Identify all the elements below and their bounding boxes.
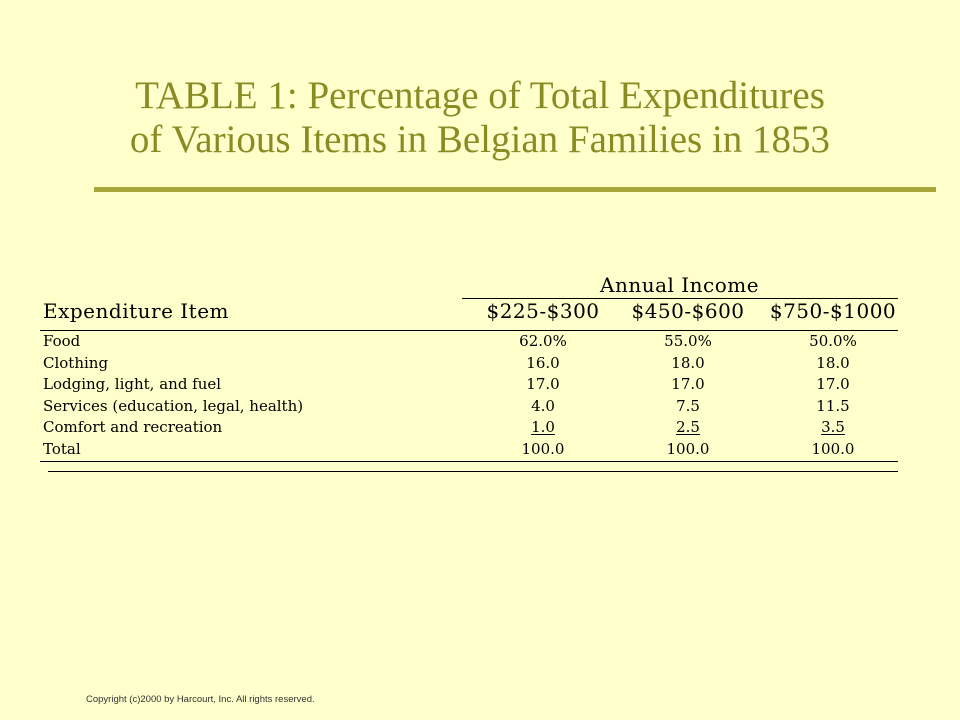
row-label: Total [43,439,81,458]
table-bottom-rule [40,461,898,462]
row-label: Services (education, legal, health) [43,396,304,415]
cell-value: 100.0 [521,439,565,458]
slide-title-line-1: TABLE 1: Percentage of Total Expenditures [135,74,825,117]
table-row-lodging [40,374,900,396]
cell-value: 18.0 [671,353,705,372]
table-row-comfort [40,417,900,439]
cell-value: 11.5 [816,396,850,415]
cell-value: 16.0 [526,353,560,372]
cell-value: 62.0% [519,332,567,350]
expenditure-item-header: Expenditure Item [43,299,230,323]
slide-title [0,74,960,162]
cell-value: 100.0 [666,439,710,458]
table-body [40,331,900,460]
column-header-income-1: $225-$300 [486,299,600,323]
copyright-notice: Copyright (c)2000 by Harcourt, Inc. All rights reserved. [86,694,315,705]
cell-value [773,417,893,439]
cell-value [628,417,748,439]
table-row-total [40,439,900,461]
cell-value: 4.0 [531,396,555,415]
annual-income-header: Annual Income [600,273,760,297]
cell-value: 7.5 [676,396,700,415]
row-label: Lodging, light, and fuel [43,375,222,393]
cell-value: 100.0 [811,439,855,458]
cell-value: 17.0 [671,375,705,393]
cell-value: 18.0 [816,353,850,372]
row-label: Food [43,332,81,350]
underlined-value: 3.5 [821,418,845,436]
cell-value [483,417,603,439]
underlined-value: 1.0 [531,418,555,436]
table-row-food [40,331,900,353]
row-label: Clothing [43,353,109,372]
row-label: Comfort and recreation [43,418,223,436]
expenditure-table [40,265,900,480]
table-row-services [40,396,900,418]
cell-value: 55.0% [664,332,712,350]
cell-value: 17.0 [816,375,850,393]
cell-value: 17.0 [526,375,560,393]
column-header-income-2: $450-$600 [631,299,745,323]
table-footer-rule [48,471,898,472]
slide-title-line-2: of Various Items in Belgian Families in 1853 [129,118,831,161]
title-divider [94,187,936,192]
underlined-value: 2.5 [676,418,700,436]
cell-value: 50.0% [809,332,857,350]
column-header-income-3: $750-$1000 [769,299,897,323]
table-row-clothing [40,353,900,375]
